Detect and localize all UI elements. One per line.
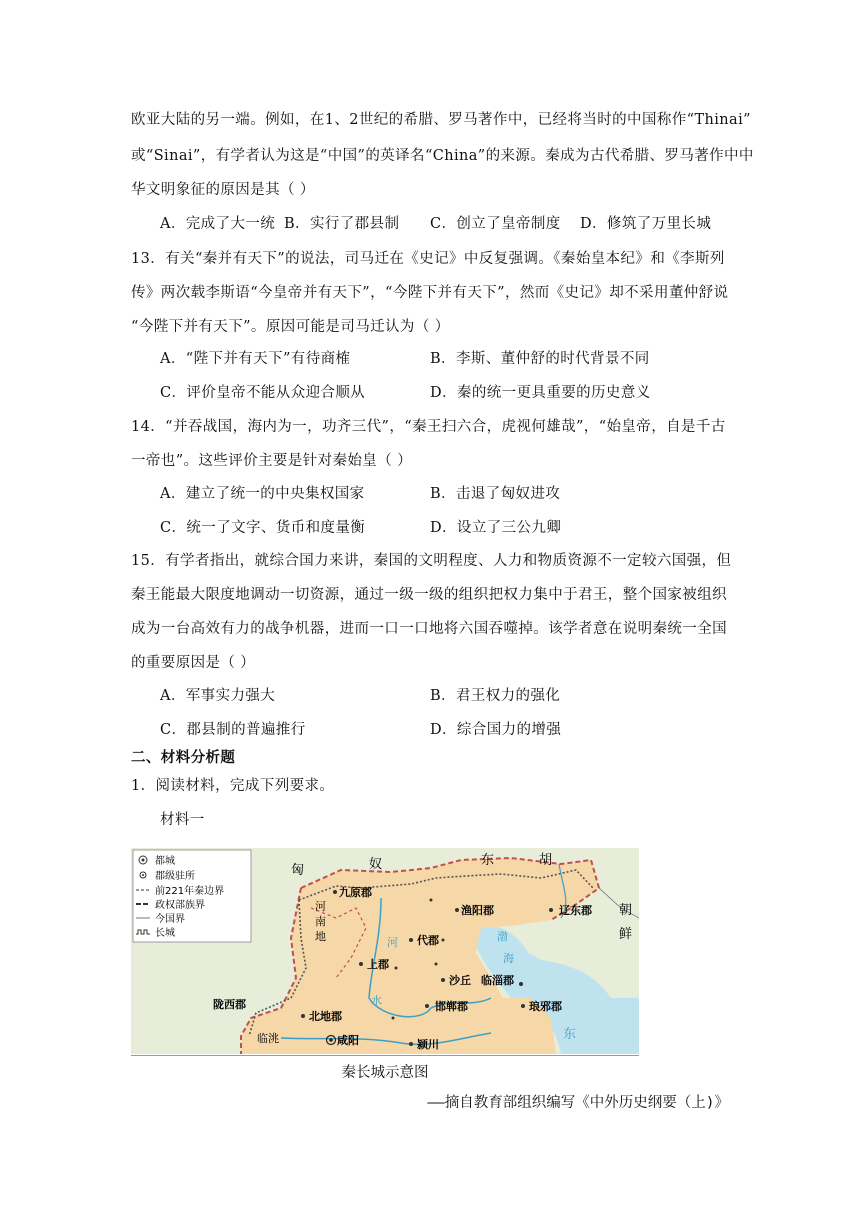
label-river-shui: 水 xyxy=(371,994,382,1007)
q15-line-3: 成为一台高效有力的战争机器，进而一口一口地将六国吞噬掉。该学者意在说明秦统一全国 xyxy=(131,621,727,637)
prefecture-marker xyxy=(333,890,337,894)
prefecture-marker xyxy=(519,982,523,986)
legend-modern: 今国界 xyxy=(155,914,185,925)
label-liaodong: 辽东郡 xyxy=(559,904,592,917)
q13-option-b[interactable]: B．李斯、董仲舒的时代背景不同 xyxy=(430,351,650,367)
label-linzi: 临淄郡 xyxy=(481,974,514,987)
label-jiuyuan: 九原郡 xyxy=(339,886,372,899)
label-beidi: 北地郡 xyxy=(309,1010,342,1023)
q12-option-a[interactable]: A．完成了大一统 xyxy=(160,216,276,232)
q12-option-c[interactable]: C．创立了皇帝制度 xyxy=(430,216,561,232)
label-xiongnu-1: 匈 xyxy=(291,863,305,878)
label-xianyang: 咸阳 xyxy=(337,1034,359,1047)
prefecture-marker xyxy=(409,938,413,942)
q13-option-a[interactable]: A．“陛下并有天下”有待商榷 xyxy=(160,351,351,367)
label-handan: 邯郸郡 xyxy=(435,1000,468,1013)
q15-option-d[interactable]: D．综合国力的增强 xyxy=(430,722,562,738)
q15-option-c[interactable]: C．郡县制的普遍推行 xyxy=(160,722,306,738)
q13-option-c[interactable]: C．评价皇帝不能从众迎合顺从 xyxy=(160,385,366,401)
prefecture-marker xyxy=(430,899,433,902)
q15-line-4: 的重要原因是（ ） xyxy=(131,655,256,671)
q14-option-a[interactable]: A．建立了统一的中央集权国家 xyxy=(160,486,365,502)
label-donghu-1: 东 xyxy=(481,853,495,868)
label-bohai-1: 渤 xyxy=(497,930,508,943)
material-question-1: 1．阅读材料，完成下列要求。 xyxy=(131,778,335,794)
prefecture-marker xyxy=(441,978,445,982)
q12-option-d[interactable]: D．修筑了万里长城 xyxy=(580,216,712,232)
label-dong-sea: 东 xyxy=(563,1027,577,1042)
prefecture-legend-dot xyxy=(142,874,144,876)
q13-option-d[interactable]: D．秦的统一更具重要的历史意义 xyxy=(430,385,651,401)
capital-dot-xianyang xyxy=(329,1038,333,1042)
label-yingchuan: 颍川 xyxy=(417,1038,439,1051)
material-one-label: 材料一 xyxy=(160,812,205,828)
capital-legend-dot xyxy=(142,859,145,862)
q12-line-1: 欧亚大陆的另一端。例如，在1、2世纪的希腊、罗马著作中，已经将当时的中国称作“Thinai” xyxy=(131,112,751,128)
label-yuyang: 渔阳郡 xyxy=(461,904,494,917)
prefecture-marker xyxy=(395,967,398,970)
prefecture-marker xyxy=(549,908,553,912)
legend-tribal: 政权部族界 xyxy=(155,900,205,911)
q12-line-2: 或“Sinai”，有学者认为这是“中国”的英译名“China”的来源。秦成为古代希腊、罗马著作中中 xyxy=(131,148,754,164)
prefecture-marker xyxy=(442,939,445,942)
label-river-he: 河 xyxy=(387,936,398,949)
map-source: ——摘自教育部组织编写《中外历史纲要（上)》 xyxy=(427,1095,729,1111)
legend-border: 前221年秦边界 xyxy=(155,886,225,897)
q15-line-2: 秦王能最大限度地调动一切资源，通过一级一级的组织把权力集中于君王，整个国家被组织 xyxy=(131,587,727,603)
prefecture-marker xyxy=(425,1004,429,1008)
q14-option-b[interactable]: B．击退了匈奴进攻 xyxy=(430,486,561,502)
label-donghu-2: 胡 xyxy=(539,853,553,868)
label-chaoxian-1: 朝 xyxy=(619,903,633,918)
label-henan-1: 河 xyxy=(315,900,326,913)
prefecture-marker xyxy=(455,908,459,912)
legend-capital: 都城 xyxy=(155,856,175,867)
prefecture-marker xyxy=(435,963,438,966)
q14-option-d[interactable]: D．设立了三公九卿 xyxy=(430,520,562,536)
q15-option-b[interactable]: B．君王权力的强化 xyxy=(430,688,561,704)
q13-line-2: 传》两次载李斯语“今皇帝并有天下”，“今陛下并有天下”，然而《史记》却不采用董仲舒说 xyxy=(131,285,729,301)
label-shangjun: 上郡 xyxy=(367,958,389,971)
q13-line-3: “今陛下并有天下”。原因可能是司马迁认为（ ） xyxy=(131,319,450,335)
label-daijun: 代郡 xyxy=(417,934,439,947)
q13-line-1: 13．有关“秦并有天下”的说法，司马迁在《史记》中反复强调。《秦始皇本纪》和《李斯列 xyxy=(131,251,725,267)
label-henan-3: 地 xyxy=(315,930,326,943)
legend-wall: 长城 xyxy=(155,928,175,939)
q12-line-3: 华文明象征的原因是其（ ） xyxy=(131,182,315,198)
q14-line-1: 14．“并吞战国，海内为一，功齐三代”，“秦王扫六合，虎视何雄哉”，“始皇帝，自是千古 xyxy=(131,419,726,435)
map-bottom-rule xyxy=(131,1055,639,1056)
label-lintao: 临洮 xyxy=(257,1032,279,1045)
prefecture-marker xyxy=(409,1042,413,1046)
label-shaqiu: 沙丘 xyxy=(449,974,471,987)
section-heading: 二、材料分析题 xyxy=(131,749,236,766)
prefecture-marker xyxy=(521,1004,525,1008)
label-bohai-2: 海 xyxy=(503,952,514,965)
label-xiongnu-2: 奴 xyxy=(369,857,383,872)
qin-great-wall-map xyxy=(131,848,639,1054)
q15-option-a[interactable]: A．军事实力强大 xyxy=(160,688,276,704)
label-langya: 琅邪郡 xyxy=(529,1000,562,1013)
prefecture-marker xyxy=(359,962,363,966)
legend-prefecture: 郡级驻所 xyxy=(155,871,195,882)
prefecture-marker xyxy=(301,1014,305,1018)
q14-option-c[interactable]: C．统一了文字、货币和度量衡 xyxy=(160,520,366,536)
prefecture-marker xyxy=(392,1017,395,1020)
label-chaoxian-2: 鲜 xyxy=(619,927,633,942)
map-caption: 秦长城示意图 xyxy=(341,1065,429,1081)
q14-line-2: 一帝也”。这些评价主要是针对秦始皇（ ） xyxy=(131,453,413,469)
q12-option-b[interactable]: B．实行了郡县制 xyxy=(284,216,400,232)
label-longxi: 陇西郡 xyxy=(213,998,246,1011)
q15-line-1: 15．有学者指出，就综合国力来讲，秦国的文明程度、人力和物质资源不一定较六国强，但 xyxy=(131,553,732,569)
label-henan-2: 南 xyxy=(315,915,326,928)
